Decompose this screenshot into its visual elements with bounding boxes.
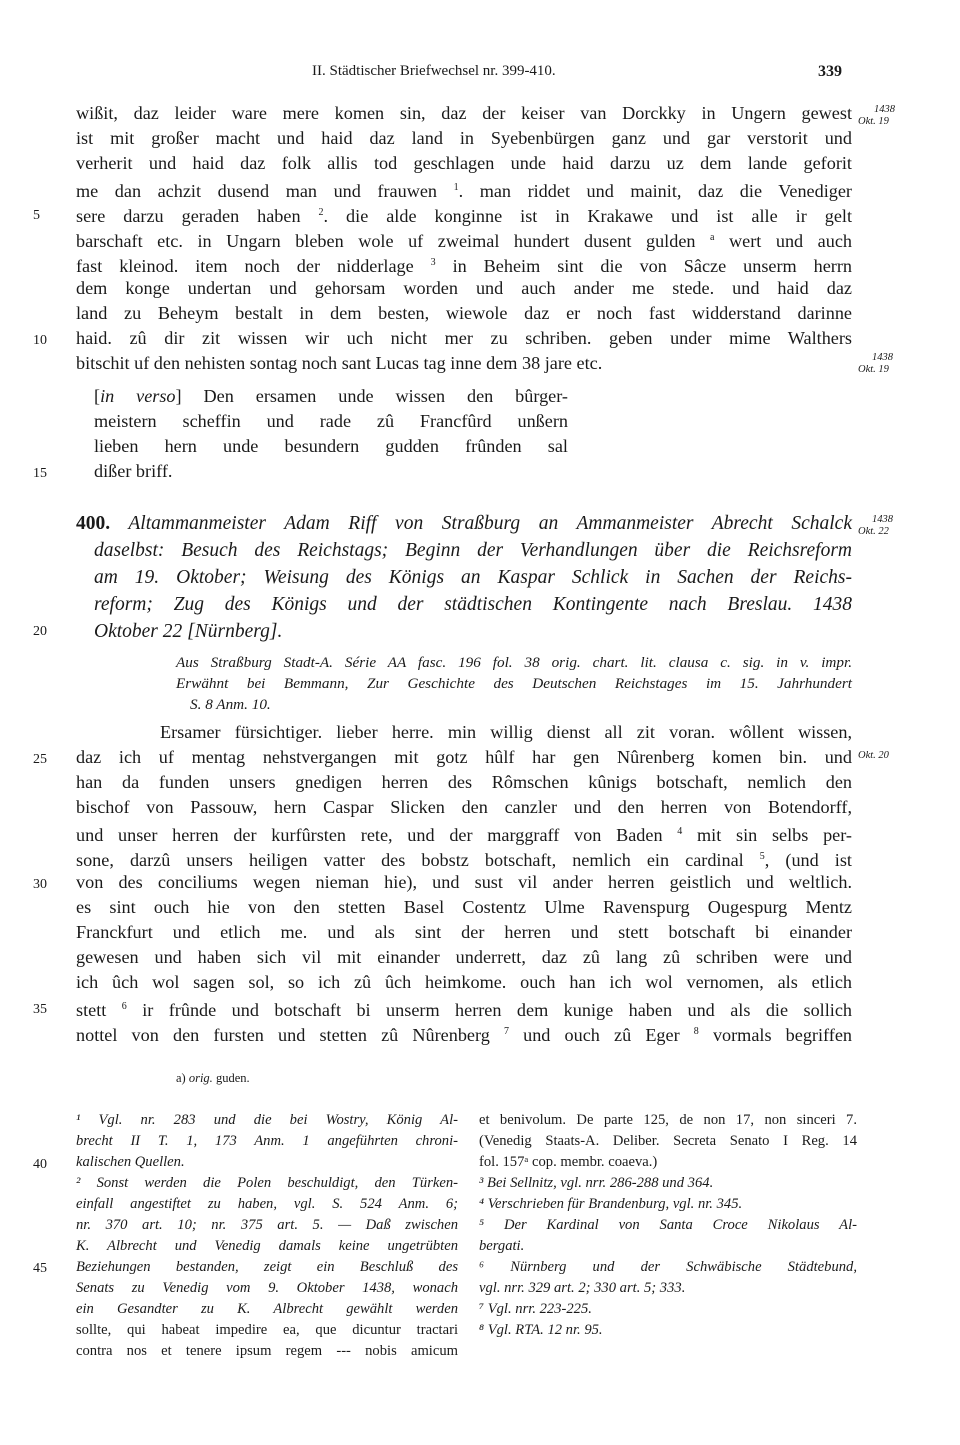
text-line: dem konge undertan und gehorsam worden und auch ander me stede. und haid daz (76, 278, 852, 298)
textnote-label: a) (176, 1071, 189, 1085)
text-segment: wert und auch (714, 231, 852, 251)
footnote-ref: 7 (503, 1026, 509, 1037)
text-line: gewesen und haben sich vil mit einander underrett, daz zû lang zû schriben were und (76, 947, 852, 967)
footnote-line: contra nos et tenere ipsum regem --- nobis amicum (76, 1343, 458, 1359)
text-line (76, 820, 852, 844)
text-line: wißit, daz leider ware mere komen sin, daz der keiser van Dorckky in Ungern gewest (76, 103, 852, 123)
margin-day: Okt. 22 (858, 526, 889, 537)
footnote-ref: 4 (677, 826, 683, 837)
text-line: bischof von Passouw, hern Caspar Slicken den canzler und den herren von Botendorff, (76, 797, 852, 817)
line-number: 10 (33, 333, 47, 348)
source-line: Erwähnt bei Bemmann, Zur Geschichte des Deutschen Reichstages im 15. Jahrhundert (176, 675, 852, 692)
text-segment: nottel von den fursten und stetten zû Nûrenberg (76, 1025, 504, 1045)
footnote-line: Beziehungen bestanden, zeigt ein Beschluß des (76, 1259, 458, 1275)
verso-line: dißer briff. (94, 461, 173, 481)
text-line: daz ich uf mentag nehstvergangen mit gotz hûlf har gen Nûrenberg komen bin. und (76, 747, 852, 767)
margin-date-signature (858, 352, 918, 376)
doc-title-line: Oktober 22 [Nürnberg]. (94, 621, 283, 642)
text-line: Franckfurt und etlich me. und als sint der herren und stett botschaft bi einander (76, 922, 852, 942)
margin-year: 1438 (874, 104, 895, 115)
verso-line: meistern scheffin und rade zû Francfûrd unßern (94, 411, 568, 431)
text-line (76, 176, 852, 200)
footnote-line: kalischen Quellen. (76, 1154, 185, 1170)
text-segment: ir frûnde und botschaft bi unserm herren dem kunige haben und als die sollich (126, 1000, 852, 1020)
text-segment: . man riddet und mainit, daz die Venediger (458, 181, 852, 201)
text-segment: in Beheim sint die von Sâcze unserm herrn (435, 256, 852, 276)
footnote-ref: 1 (453, 182, 459, 193)
margin-date-doc400 (858, 514, 918, 538)
footnote-line: K. Albrecht und Venedig damals keine ungetrübten (76, 1238, 458, 1254)
text-line (76, 226, 852, 250)
text-segment: . die alde konginne ist in Krakawe und ist alle ir gelt (323, 206, 852, 226)
text-segment: sone, darzû unsers heiligen vatter des bobstz botschaft, nemlich ein cardinal (76, 850, 760, 870)
footnote-line: sollte, qui habeat impedire ea, que dicuntur tractari (76, 1322, 458, 1338)
text-line (76, 1020, 852, 1044)
margin-day: Okt. 19 (858, 116, 889, 127)
textnote-orig: orig. (188, 1071, 213, 1085)
text-segment: barschaft etc. in Ungarn bleben wole uf zweimal hundert dusent gulden (76, 231, 711, 251)
doc-title-line: daselbst: Besuch des Reichstags; Beginn der Verhandlungen über die Reichsreform (94, 540, 852, 561)
doc-title-line: am 19. Oktober; Weisung des Königs an Kaspar Schlick in Sachen der Reichs- (94, 567, 852, 588)
text-segment: Altammanmeister Adam Riff von Straßburg an Ammanmeister Abrecht Schalck (128, 513, 852, 534)
text-segment: vormals begriffen (698, 1025, 852, 1045)
textnote-text: guden. (212, 1071, 250, 1085)
footnote-line: ² Sonst werden die Polen beschuldigt, den Türken- (76, 1175, 458, 1191)
text-line: verherit und haid daz folk allis tod geschlagen unde haid darzu uz dem lande geforit (76, 153, 852, 173)
footnote-line: ⁵ Der Kardinal von Santa Croce Nikolaus Al- (479, 1217, 857, 1233)
text-segment: und ouch zû Eger (508, 1025, 694, 1045)
line-number: 15 (33, 466, 47, 481)
footnote-line: ein Gesandter zu K. Albrecht gewählt werden (76, 1301, 458, 1317)
doc-number: 400. (76, 513, 111, 534)
page-number: 339 (818, 63, 842, 80)
footnote-line: fol. 157ᵃ cop. membr. coaeva.) (479, 1154, 658, 1170)
footnote-ref: 6 (121, 1001, 127, 1012)
footnote-line: ³ Bei Sellnitz, vgl. nrr. 286-288 und 364. (479, 1175, 714, 1191)
doc-title-line: reform; Zug des Königs und der städtischen Kontingente nach Breslau. 1438 (94, 594, 852, 615)
text-segment: sere darzu geraden haben (76, 206, 319, 226)
doc-title-line (76, 512, 852, 536)
footnote-ref: 3 (430, 257, 436, 268)
footnote-line: ⁷ Vgl. nrr. 223-225. (479, 1301, 592, 1317)
footnote-ref: 2 (318, 207, 324, 218)
footnote-line: vgl. nrr. 329 art. 2; 330 art. 5; 333. (479, 1280, 686, 1296)
footnote-ref: 8 (693, 1026, 699, 1037)
footnote-line: (Venedig Staats-A. Deliber. Secreta Senato I Reg. 14 (479, 1133, 857, 1149)
verso-line (94, 384, 568, 408)
text-segment: fast kleinod. item noch der nidderlage (76, 256, 431, 276)
line-number: 30 (33, 877, 47, 892)
line-number: 35 (33, 1002, 47, 1017)
line-number: 25 (33, 752, 47, 767)
text-line (76, 995, 852, 1019)
line-number: 5 (33, 208, 40, 223)
text-segment: und unser herren der kurfûrsten rete, und der marggraff von Baden (76, 825, 678, 845)
margin-year: 1438 (872, 514, 893, 525)
footnote-line: ⁴ Verschrieben für Brandenburg, vgl. nr. 345. (479, 1196, 743, 1212)
text-segment: stett (76, 1000, 122, 1020)
text-line (76, 845, 852, 869)
text-line: land zu Beheym bestalt in dem besten, wiewole daz er noch fast widderstand darinne (76, 303, 852, 323)
text-line: bitschit uf den nehisten sontag noch sant Lucas tag inne dem 38 jare etc. (76, 353, 603, 373)
line-number: 40 (33, 1157, 47, 1172)
bracket: [ (94, 386, 101, 406)
margin-day: Okt. 19 (858, 364, 889, 375)
running-title: II. Städtischer Briefwechsel nr. 399-410. (312, 63, 556, 79)
source-line: Aus Straßburg Stadt-A. Série AA fasc. 196 fol. 38 orig. chart. lit. clausa c. sig. in v. impr. (176, 654, 852, 671)
footnote-line: ¹ Vgl. nr. 283 und die bei Wostry, König Al- (76, 1112, 458, 1128)
text-line: haid. zû dir zit wissen wir uch nicht mer zu schriben. geben under mime Walthers (76, 328, 852, 348)
text-segment: mit sin selbs per- (682, 825, 852, 845)
footnote-line: Senats zu Venedig vom 9. Oktober 1438, wonach (76, 1280, 458, 1296)
textnote-ref: a (710, 232, 715, 243)
footnote-line: einfall angestiftet zu haben, vgl. S. 524 Anm. 6; (76, 1196, 458, 1212)
textnote (176, 1071, 250, 1086)
text-segment: me dan achzit dusend man und frauwen (76, 181, 454, 201)
verso-line: lieben hern unde besundern gudden frûnden sal (94, 436, 568, 456)
text-line: Ersamer fürsichtiger. lieber herre. min willig dienst all zit voran. wôllent wissen, (160, 722, 852, 742)
text-line: von des conciliums wegen nieman hie), und sust vil ander herren geistlich und weltlich. (76, 872, 852, 892)
text-line: ich ûch wol sagen sol, so ich zû ûch heimkome. ouch han ich wol vernomen, als etlich (76, 972, 852, 992)
text-line (76, 201, 852, 225)
text-line (76, 251, 852, 275)
line-number: 45 (33, 1261, 47, 1276)
margin-year: 1438 (872, 352, 893, 363)
margin-date-okt20: Okt. 20 (858, 750, 889, 761)
source-line: S. 8 Anm. 10. (190, 696, 271, 713)
footnote-line: bergati. (479, 1238, 525, 1254)
text-segment: ] Den ersamen unde wissen den bûrger- (175, 386, 568, 406)
footnote-ref: 5 (759, 851, 765, 862)
footnote-line: et benivolum. De parte 125, de non 17, non sinceri 7. (479, 1112, 857, 1128)
footnote-line: brecht II T. 1, 173 Anm. 1 angeführten chroni- (76, 1133, 458, 1149)
verso-label: in verso (100, 386, 176, 406)
text-segment: , (und ist (764, 850, 852, 870)
footnote-line: ⁸ Vgl. RTA. 12 nr. 95. (479, 1322, 603, 1338)
footnote-line: ⁶ Nürnberg und der Schwäbische Städtebund, (479, 1259, 857, 1275)
text-line: han da funden unsers gnedigen herren des Rômschen kûnigs botschaft, nemlich den (76, 772, 852, 792)
margin-date-top (858, 104, 918, 128)
text-line: es sint ouch hie von den stetten Basel Costentz Ulme Ravenspurg Ougespurg Mentz (76, 897, 852, 917)
running-header (0, 63, 960, 85)
footnote-line: nr. 370 art. 10; nr. 375 art. 5. — Daß zwischen (76, 1217, 458, 1233)
text-line: ist mit großer macht und haid daz land in Syebenbürgen ganz und gar verstorit und (76, 128, 852, 148)
line-number: 20 (33, 624, 47, 639)
